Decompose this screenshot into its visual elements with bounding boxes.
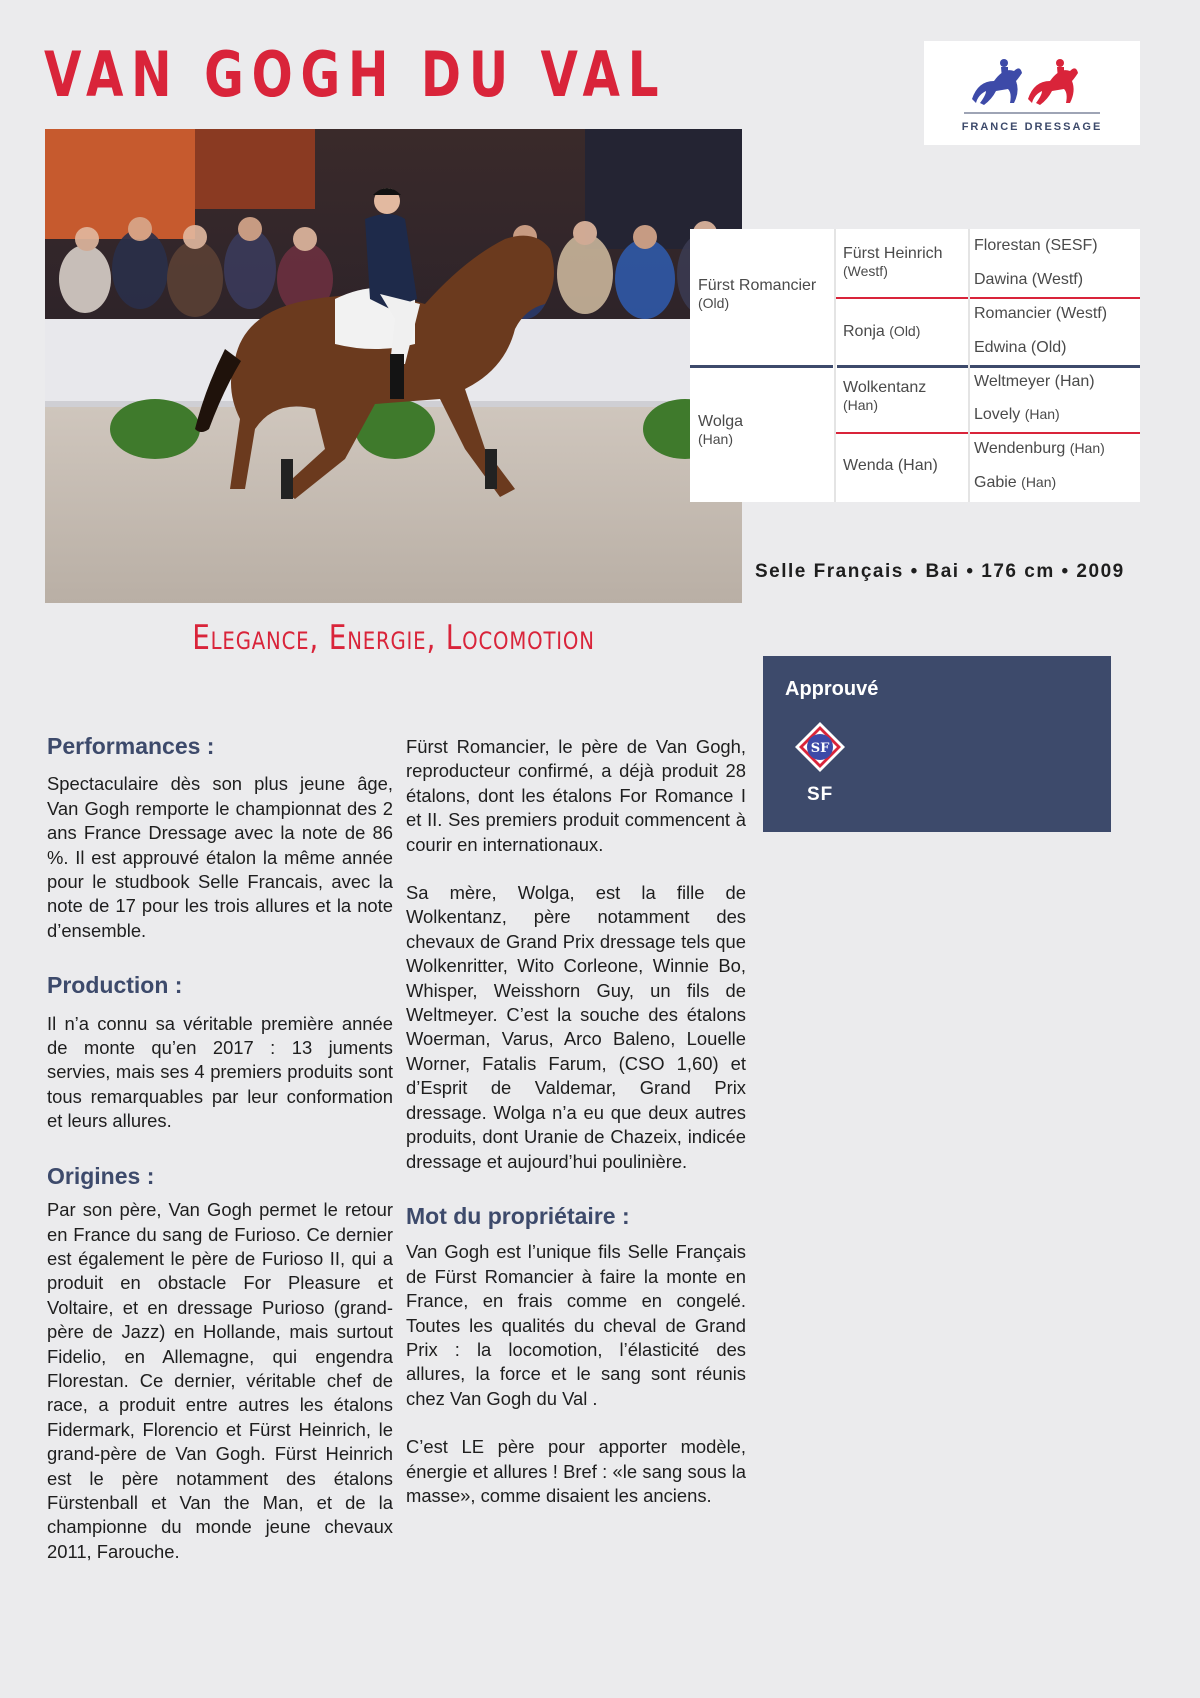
- gen3-2: Dawina (Westf): [974, 271, 1084, 288]
- dam-sire-cell: Wolkentanz (Han): [843, 379, 927, 413]
- production-heading: Production :: [47, 972, 183, 999]
- owner-heading: Mot du propriétaire :: [406, 1202, 630, 1229]
- divider: [968, 229, 970, 502]
- pedigree-table: [690, 229, 1140, 502]
- gen3-5: Weltmeyer (Han): [974, 373, 1095, 390]
- performances-text: Spectaculaire dès son plus jeune âge, Van Gogh remporte le championnat des 2 ans France Dressage avec la note de 86 %. Il est approuvé étalon la même année pour le studbook Selle Francais, avec la note de 17 pour les trois allures et la note d’ensemble.: [47, 773, 393, 941]
- dam-cell: Wolga (Han): [698, 413, 744, 447]
- performances-heading: Performances :: [47, 733, 215, 759]
- col2-paragraph-2: Sa mère, Wolga, est la fille de Wolkentanz, père notamment des chevaux de Grand Prix dressage tels que Wolkenritter, Wito Corleone, Winnie Bo, Whisper, Weisshorn Guy, un fils de Weltmeyer. C’est la souche des étalons Woerman, Varus, Arco Baleno, Louelle Worner, Fatalis Farum, (CSO 1,60) et d’Esprit de Valdemar, Grand Prix dressage. Wolga n’a eu que deux autres produits, dont Uranie de Chazeix, indicée dressage et aujourd’hui poulinière.: [406, 882, 746, 1172]
- divider: [834, 229, 836, 502]
- gen3-3: Romancier (Westf): [974, 305, 1108, 322]
- gen3-1: Florestan (SESF): [974, 237, 1098, 254]
- column-left: [47, 734, 393, 1564]
- owner-paragraph-2: C’est LE père pour apporter modèle, énergie et allures ! Bref : «le sang sous la masse», comme disaient les anciens.: [406, 1436, 746, 1506]
- origines-heading: Origines :: [47, 1162, 155, 1189]
- origines-text: Par son père, Van Gogh permet le retour en France du sang de Furioso. Ce dernier est également le père de Furioso II, qui a produit en obstacle For Pleasure et Voltaire, et en dressage Purioso (grand-père de Jazz) en Hollande, mais surtout Fidelio, en Allemagne, qui engendra Florestan. Ce dernier, véritable chef de race, a produit entre autres les étalons Fidermark, Florencio et Fürst Heinrich, le grand-père de Van Gogh. Fürst Heinrich est le père notamment des étalons Fürstenball et Van the Man, et de la championne du monde jeune chevaux 2011, Farouche.: [47, 1199, 393, 1562]
- col2-paragraph-1: Fürst Romancier, le père de Van Gogh, reproducteur confirmé, a déjà produit 28 étalons, dont les étalons For Romance I et II. Ses premiers produit commencent à courir en internationaux.: [406, 736, 746, 855]
- horse-specs: Selle Français • Bai • 176 cm • 2009: [755, 561, 1125, 582]
- divider: [836, 432, 1140, 434]
- sire-sire-cell: Fürst Heinrich (Westf): [843, 245, 943, 279]
- sire-cell: Fürst Romancier (Old): [698, 277, 817, 311]
- page-title: VAN GOGH DU VAL: [44, 38, 667, 111]
- gen3-7: Wendenburg (Han): [974, 440, 1105, 457]
- dressage-horse-photo: [45, 129, 742, 603]
- gen3-8: Gabie (Han): [974, 474, 1057, 491]
- sire-dam-cell: Ronja (Old): [843, 323, 921, 340]
- slogan: Elegance, Energie, Locomotion: [192, 618, 595, 658]
- production-text: Il n’a connu sa véritable première année de monte qu’en 2017 : 13 juments servies, mais ses 4 premiers produits sont tous remarquables par leur conformation et leurs allures.: [47, 1012, 393, 1132]
- approved-box: [763, 656, 1111, 832]
- svg-text:SF: SF: [810, 741, 830, 756]
- gen3-4: Edwina (Old): [974, 339, 1067, 356]
- france-dressage-logo: [924, 41, 1140, 145]
- owner-paragraph-1: Van Gogh est l’unique fils Selle Français de Fürst Romancier à faire la monte en France, en frais comme en congelé. Toutes les qualités du cheval de Grand Prix : la locomotion, l’élasticité des allures, la force et le sang sont réunis chez Van Gogh du Val .: [406, 1241, 746, 1409]
- approved-code: SF: [807, 784, 834, 805]
- logo-text: FRANCE DRESSAGE: [961, 121, 1103, 133]
- approved-label: Approuvé: [785, 678, 879, 700]
- dam-dam-cell: Wenda (Han): [843, 457, 938, 474]
- gen3-6: Lovely (Han): [974, 406, 1060, 423]
- divider: [836, 297, 1140, 299]
- sf-studbook-badge-icon: [793, 720, 847, 779]
- divider: [837, 365, 1140, 368]
- dressage-horses-icon: [964, 47, 1100, 117]
- column-right: [406, 735, 746, 1508]
- divider: [690, 365, 833, 368]
